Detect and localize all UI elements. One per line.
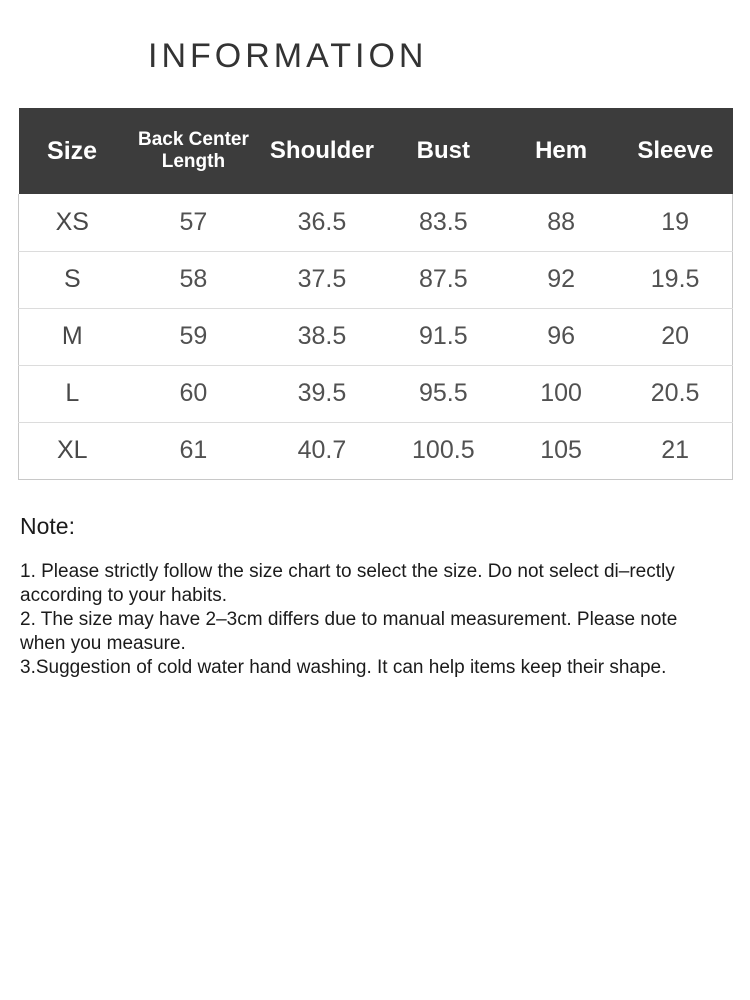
size-row-xl [19, 422, 733, 479]
size-row-s [19, 251, 733, 308]
cell-s-shoulder: 37.5 [261, 251, 382, 308]
cell-xl-bust: 100.5 [383, 422, 504, 479]
header-row [19, 108, 733, 194]
cell-xl-shoulder: 40.7 [261, 422, 382, 479]
cell-xs-shoulder: 36.5 [261, 194, 382, 251]
size-row-m [19, 308, 733, 365]
size-row-l [19, 365, 733, 422]
cell-xs-back-center-length: 57 [126, 194, 262, 251]
size-chart-header [19, 108, 733, 194]
cell-xl-sleeve: 21 [618, 422, 732, 479]
size-chart-body [19, 194, 733, 479]
header-hem: Hem [504, 108, 618, 194]
note-item-3: 3.Suggestion of cold water hand washing. It can help items keep their shape. [20, 657, 667, 678]
cell-s-hem: 92 [504, 251, 618, 308]
cell-m-hem: 96 [504, 308, 618, 365]
header-shoulder: Shoulder [261, 108, 382, 194]
cell-s-size: S [19, 251, 126, 308]
note-item-2: 2. The size may have 2–3cm differs due to manual measurement. Please note when you measure. [20, 609, 678, 654]
cell-m-size: M [19, 308, 126, 365]
cell-m-back-center-length: 59 [126, 308, 262, 365]
header-size: Size [19, 108, 126, 194]
header-back-center-line2: Length [161, 151, 226, 172]
header-sleeve: Sleeve [618, 108, 732, 194]
cell-l-hem: 100 [504, 365, 618, 422]
cell-s-sleeve: 19.5 [618, 251, 732, 308]
cell-l-size: L [19, 365, 126, 422]
cell-xs-bust: 83.5 [383, 194, 504, 251]
note-section [20, 512, 726, 680]
cell-l-shoulder: 39.5 [261, 365, 382, 422]
header-back-center-length [126, 108, 262, 194]
size-row-xs [19, 194, 733, 251]
cell-xl-size: XL [19, 422, 126, 479]
cell-xl-hem: 105 [504, 422, 618, 479]
cell-m-sleeve: 20 [618, 308, 732, 365]
cell-l-back-center-length: 60 [126, 365, 262, 422]
cell-l-sleeve: 20.5 [618, 365, 732, 422]
page-title: INFORMATION [148, 37, 428, 75]
header-back-center-line1: Back Center [137, 129, 249, 150]
cell-s-bust: 87.5 [383, 251, 504, 308]
cell-xl-back-center-length: 61 [126, 422, 262, 479]
cell-xs-hem: 88 [504, 194, 618, 251]
cell-xs-size: XS [19, 194, 126, 251]
cell-s-back-center-length: 58 [126, 251, 262, 308]
cell-xs-sleeve: 19 [618, 194, 732, 251]
cell-m-shoulder: 38.5 [261, 308, 382, 365]
cell-m-bust: 91.5 [383, 308, 504, 365]
cell-l-bust: 95.5 [383, 365, 504, 422]
header-bust: Bust [383, 108, 504, 194]
size-chart-table [18, 108, 733, 480]
note-item-1: 1. Please strictly follow the size chart to select the size. Do not select di–rectly according to your habits. [20, 561, 675, 606]
note-heading: Note: [20, 513, 75, 539]
